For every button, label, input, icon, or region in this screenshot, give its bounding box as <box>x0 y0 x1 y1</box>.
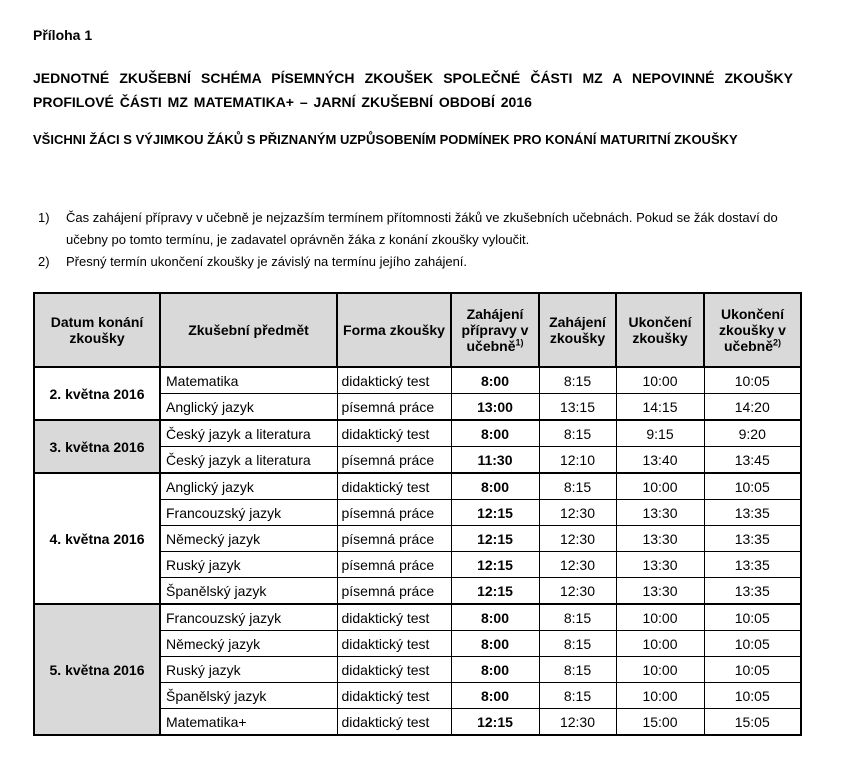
end-room-time-cell: 13:35 <box>704 578 801 605</box>
subject-cell: Český jazyk a literatura <box>160 447 337 474</box>
form-cell: písemná práce <box>337 578 451 605</box>
footnote-text: Přesný termín ukončení zkoušky je závislý na termínu jejího zahájení. <box>66 254 468 269</box>
subject-cell: Matematika <box>160 367 337 394</box>
prep-time-cell: 8:00 <box>451 367 539 394</box>
appendix-label: Příloha 1 <box>33 27 93 43</box>
end-time-cell: 10:00 <box>616 367 704 394</box>
prep-time-cell: 12:15 <box>451 500 539 526</box>
date-group <box>34 604 801 735</box>
form-cell: didaktický test <box>337 683 451 709</box>
subject-cell: Anglický jazyk <box>160 394 337 421</box>
end-time-cell: 10:00 <box>616 473 704 500</box>
start-time-cell: 8:15 <box>539 420 616 447</box>
prep-time-cell: 11:30 <box>451 447 539 474</box>
document-subtitle: VŠICHNI ŽÁCI S VÝJIMKOU ŽÁKŮ S PŘIZNANÝM UZPŮSOBENÍM PODMÍNEK PRO KONÁNÍ MATURITNÍ ZKOUŠKY <box>33 132 738 147</box>
start-time-cell: 8:15 <box>539 683 616 709</box>
end-room-time-cell: 13:45 <box>704 447 801 474</box>
subject-cell: Španělský jazyk <box>160 683 337 709</box>
start-time-cell: 12:30 <box>539 526 616 552</box>
prep-time-cell: 13:00 <box>451 394 539 421</box>
header-end: Ukončení zkoušky <box>616 293 704 367</box>
footnotes-list <box>38 207 808 273</box>
subject-cell: Francouzský jazyk <box>160 500 337 526</box>
end-room-time-cell: 10:05 <box>704 683 801 709</box>
header-start: Zahájení zkoušky <box>539 293 616 367</box>
form-cell: didaktický test <box>337 604 451 631</box>
prep-time-cell: 8:00 <box>451 657 539 683</box>
exam-date-cell: 5. května 2016 <box>34 604 160 735</box>
end-time-cell: 13:40 <box>616 447 704 474</box>
end-room-time-cell: 10:05 <box>704 473 801 500</box>
subject-cell: Český jazyk a literatura <box>160 420 337 447</box>
end-time-cell: 13:30 <box>616 578 704 605</box>
header-prep <box>451 293 539 367</box>
end-room-time-cell: 10:05 <box>704 604 801 631</box>
end-room-time-cell: 15:05 <box>704 709 801 736</box>
subject-cell: Španělský jazyk <box>160 578 337 605</box>
table-row <box>34 473 801 500</box>
date-group <box>34 420 801 473</box>
start-time-cell: 8:15 <box>539 604 616 631</box>
prep-time-cell: 8:00 <box>451 473 539 500</box>
subject-cell: Ruský jazyk <box>160 552 337 578</box>
footnote-item <box>38 207 808 251</box>
end-room-time-cell: 10:05 <box>704 657 801 683</box>
end-room-time-cell: 9:20 <box>704 420 801 447</box>
header-date: Datum konání zkoušky <box>34 293 160 367</box>
exam-date-cell: 4. května 2016 <box>34 473 160 604</box>
prep-time-cell: 8:00 <box>451 604 539 631</box>
start-time-cell: 12:10 <box>539 447 616 474</box>
header-end-room-footnote: 2) <box>773 337 782 348</box>
header-subject: Zkušební předmět <box>160 293 337 367</box>
end-room-time-cell: 10:05 <box>704 631 801 657</box>
form-cell: didaktický test <box>337 657 451 683</box>
end-time-cell: 10:00 <box>616 683 704 709</box>
exam-date-cell: 2. května 2016 <box>34 367 160 420</box>
subject-cell: Francouzský jazyk <box>160 604 337 631</box>
footnote-number: 1) <box>38 210 50 225</box>
form-cell: didaktický test <box>337 631 451 657</box>
prep-time-cell: 12:15 <box>451 552 539 578</box>
form-cell: didaktický test <box>337 420 451 447</box>
header-end-room <box>704 293 801 367</box>
end-room-time-cell: 14:20 <box>704 394 801 421</box>
exam-schedule-table <box>33 292 802 736</box>
header-form: Forma zkoušky <box>337 293 451 367</box>
form-cell: písemná práce <box>337 526 451 552</box>
header-prep-footnote: 1) <box>515 337 524 348</box>
prep-time-cell: 8:00 <box>451 420 539 447</box>
footnote-number: 2) <box>38 254 50 269</box>
document-title: JEDNOTNÉ ZKUŠEBNÍ SCHÉMA PÍSEMNÝCH ZKOUŠEK SPOLEČNÉ ČÁSTI MZ A NEPOVINNÉ ZKOUŠKY PROFILOVÉ ČÁSTI MZ MATEMATIKA+ – JARNÍ ZKUŠEBNÍ OBDOBÍ 2016 <box>33 70 793 110</box>
end-time-cell: 10:00 <box>616 604 704 631</box>
end-time-cell: 10:00 <box>616 631 704 657</box>
subject-cell: Ruský jazyk <box>160 657 337 683</box>
end-time-cell: 15:00 <box>616 709 704 736</box>
end-time-cell: 10:00 <box>616 657 704 683</box>
prep-time-cell: 12:15 <box>451 709 539 736</box>
form-cell: písemná práce <box>337 394 451 421</box>
date-group <box>34 473 801 604</box>
end-time-cell: 13:30 <box>616 552 704 578</box>
end-time-cell: 14:15 <box>616 394 704 421</box>
form-cell: písemná práce <box>337 447 451 474</box>
header-end-room-label: Ukončení zkoušky v učebně <box>719 306 786 354</box>
footnote-item <box>38 251 808 273</box>
prep-time-cell: 12:15 <box>451 578 539 605</box>
subject-cell: Matematika+ <box>160 709 337 736</box>
subject-cell: Německý jazyk <box>160 631 337 657</box>
header-prep-label: Zahájení přípravy v učebně <box>461 306 529 354</box>
table-header-row <box>34 293 801 367</box>
start-time-cell: 8:15 <box>539 631 616 657</box>
form-cell: písemná práce <box>337 552 451 578</box>
subject-cell: Německý jazyk <box>160 526 337 552</box>
end-room-time-cell: 10:05 <box>704 367 801 394</box>
end-room-time-cell: 13:35 <box>704 552 801 578</box>
end-time-cell: 13:30 <box>616 500 704 526</box>
form-cell: didaktický test <box>337 367 451 394</box>
prep-time-cell: 12:15 <box>451 526 539 552</box>
exam-date-cell: 3. května 2016 <box>34 420 160 473</box>
start-time-cell: 12:30 <box>539 709 616 736</box>
start-time-cell: 8:15 <box>539 657 616 683</box>
footnote-text: Čas zahájení přípravy v učebně je nejzazším termínem přítomnosti žáků ve zkušebních učebnách. Pokud se žák dostaví do učebny po tomto termínu, je zadavatel oprávněn žáka z konání zkoušky vyloučit. <box>66 210 778 247</box>
end-room-time-cell: 13:35 <box>704 526 801 552</box>
subject-cell: Anglický jazyk <box>160 473 337 500</box>
start-time-cell: 12:30 <box>539 500 616 526</box>
prep-time-cell: 8:00 <box>451 683 539 709</box>
start-time-cell: 8:15 <box>539 473 616 500</box>
prep-time-cell: 8:00 <box>451 631 539 657</box>
start-time-cell: 12:30 <box>539 552 616 578</box>
start-time-cell: 8:15 <box>539 367 616 394</box>
date-group <box>34 367 801 420</box>
table-row <box>34 604 801 631</box>
form-cell: písemná práce <box>337 500 451 526</box>
table-row <box>34 367 801 394</box>
form-cell: didaktický test <box>337 473 451 500</box>
start-time-cell: 12:30 <box>539 578 616 605</box>
start-time-cell: 13:15 <box>539 394 616 421</box>
end-time-cell: 9:15 <box>616 420 704 447</box>
table-row <box>34 420 801 447</box>
end-room-time-cell: 13:35 <box>704 500 801 526</box>
form-cell: didaktický test <box>337 709 451 736</box>
end-time-cell: 13:30 <box>616 526 704 552</box>
